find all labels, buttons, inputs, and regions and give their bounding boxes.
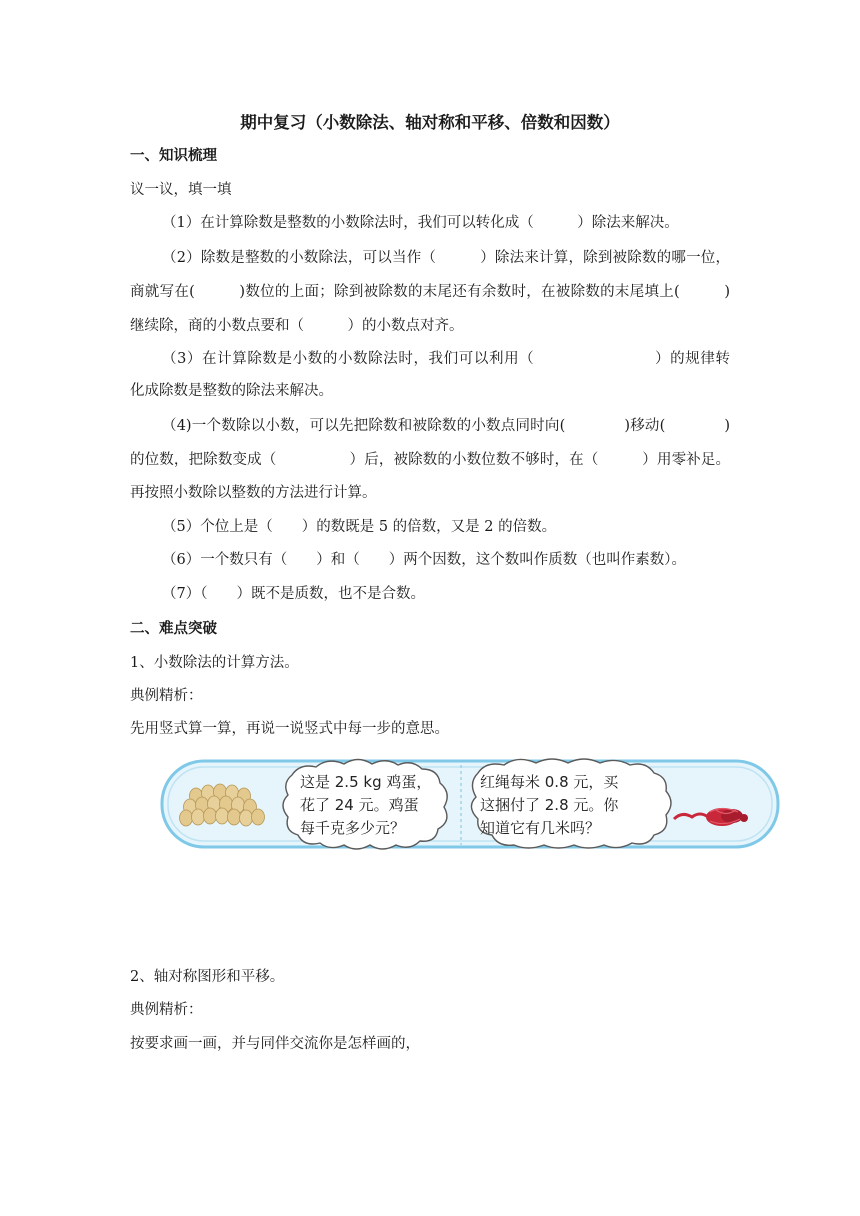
question-6: （6）一个数只有（ ）和（ ）两个因数，这个数叫作质数（也叫作素数）。 (162, 552, 686, 568)
task-2: 按要求画一画，并与同伴交流你是怎样画的， (130, 1036, 420, 1052)
topic-1: 1、小数除法的计算方法。 (130, 655, 299, 671)
example-label-2: 典例精析： (130, 1002, 203, 1018)
section-heading-difficulty: 二、难点突破 (130, 620, 217, 637)
task-1: 先用竖式算一算，再说一说竖式中每一步的意思。 (130, 721, 449, 737)
question-2-line-1: （2）除数是整数的小数除法，可以当作（ ）除法来计算，除到被除数的哪一位， (162, 250, 730, 266)
question-4-line-1: （4)一个数除以小数，可以先把除数和被除数的小数点同时向( )移动( ) (162, 418, 730, 434)
thought-bubble-right (471, 759, 671, 848)
bubble-right-line-1: 红绳每米 0.8 元，买 (480, 773, 619, 791)
topic-2: 2、轴对称图形和平移。 (130, 969, 285, 985)
question-2-line-3: 继续除，商的小数点要和（ ）的小数点对齐。 (130, 318, 464, 334)
question-1: （1）在计算除数是整数的小数除法时，我们可以转化成（ ）除法来解决。 (162, 215, 679, 231)
example-label-1: 典例精析： (130, 688, 203, 704)
question-3-line-1: （3）在计算除数是小数的小数除法时，我们可以利用（ ）的规律转 (162, 351, 730, 367)
bubble-left-line-1: 这是 2.5 kg 鸡蛋， (300, 773, 432, 791)
page-title: 期中复习（小数除法、轴对称和平移、倍数和因数） (240, 113, 620, 132)
bubble-right-line-2: 这捆付了 2.8 元。你 (480, 796, 619, 814)
section-intro: 议一议，填一填 (130, 182, 232, 198)
bubble-right-line-3: 知道它有几米吗？ (480, 819, 601, 837)
question-4-line-3: 再按照小数除以整数的方法进行计算。 (130, 485, 377, 501)
thought-bubble-left (283, 760, 447, 850)
question-7: （7）（ ）既不是质数，也不是合数。 (162, 586, 425, 602)
bubble-left-line-3: 每千克多少元？ (300, 819, 406, 837)
question-5: （5）个位上是（ ）的数既是 5 的倍数，又是 2 的倍数。 (162, 519, 557, 535)
question-4-line-2: 的位数，把除数变成（ ）后，被除数的小数位数不够时，在（ ）用零补足。 (130, 452, 730, 468)
word-problem-banner (160, 755, 782, 853)
question-3-line-2: 化成除数是整数的除法来解决。 (130, 383, 333, 399)
question-2-line-2: 商就写在( )数位的上面；除到被除数的末尾还有余数时，在被除数的末尾填上( ) (130, 284, 730, 300)
bubble-left-line-2: 花了 24 元。鸡蛋 (300, 796, 419, 814)
section-heading-knowledge: 一、知识梳理 (130, 147, 217, 164)
